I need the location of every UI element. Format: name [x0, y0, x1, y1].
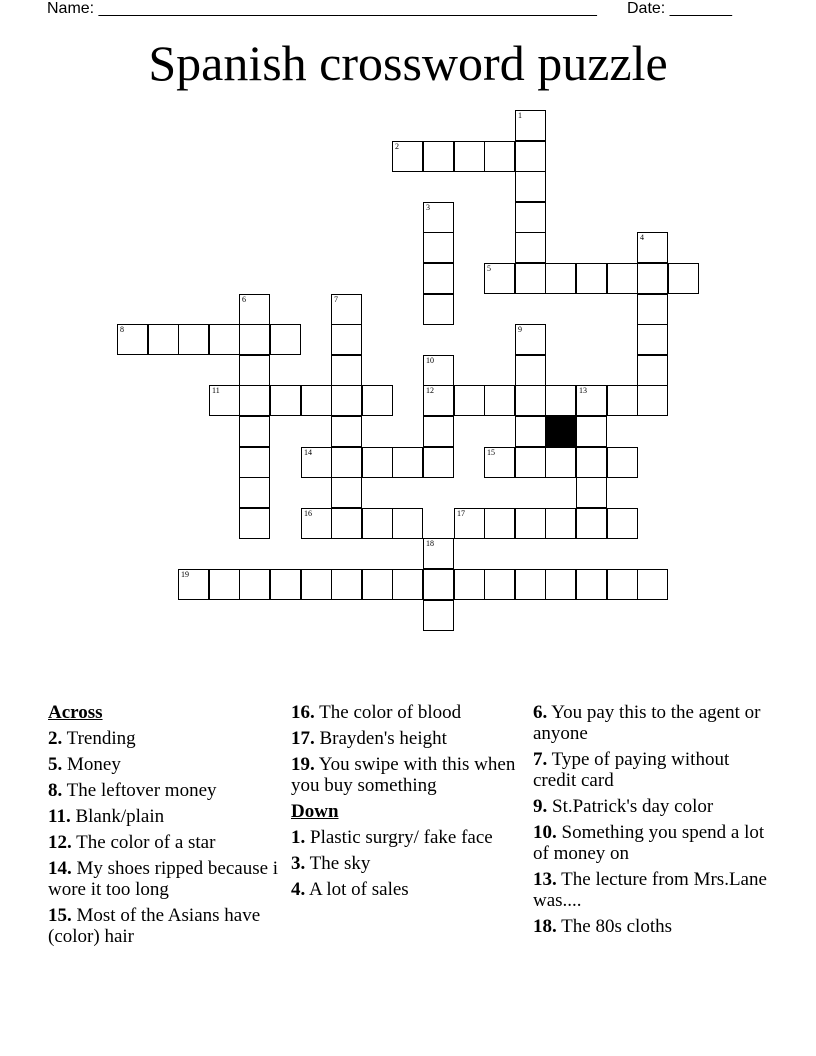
grid-cell[interactable] [392, 508, 423, 539]
clue-number: 5 [487, 264, 491, 273]
clue-number: 10 [426, 356, 434, 365]
grid-cell[interactable] [423, 232, 454, 263]
clue-number: 16 [304, 509, 312, 518]
clue-number: 1 [518, 111, 522, 120]
grid-cell[interactable] [545, 385, 576, 416]
grid-cell[interactable] [484, 141, 515, 172]
grid-cell[interactable] [178, 324, 209, 355]
grid-cell[interactable] [239, 324, 270, 355]
down-heading: Down [291, 801, 339, 822]
grid-cell[interactable] [484, 569, 515, 600]
grid-cell[interactable] [392, 447, 423, 478]
grid-cell[interactable] [423, 263, 454, 294]
clue-number: 12 [426, 386, 434, 395]
grid-cell[interactable] [209, 385, 240, 416]
grid-cell[interactable] [362, 508, 393, 539]
clue-number: 18 [426, 539, 434, 548]
grid-cell[interactable] [209, 324, 240, 355]
clue-down-9: 9. St.Patrick's day color [533, 796, 714, 817]
grid-cell[interactable] [362, 569, 393, 600]
clue-across-2: 2. Trending [48, 728, 136, 749]
grid-cell[interactable] [301, 569, 332, 600]
grid-cell[interactable] [331, 477, 362, 508]
grid-cell[interactable] [637, 294, 668, 325]
grid-cell[interactable] [515, 141, 546, 172]
grid-cell[interactable] [331, 294, 362, 325]
grid-cell[interactable] [484, 263, 515, 294]
grid-cell[interactable] [423, 447, 454, 478]
clue-across-8: 8. The leftover money [48, 780, 217, 801]
grid-cell[interactable] [454, 141, 485, 172]
clue-number: 2 [395, 142, 399, 151]
grid-cell[interactable] [148, 324, 179, 355]
clue-number: 6 [242, 295, 246, 304]
grid-cell[interactable] [392, 569, 423, 600]
grid-cell[interactable] [484, 385, 515, 416]
grid-cell[interactable] [331, 508, 362, 539]
grid-cell[interactable] [362, 385, 393, 416]
grid-cell[interactable] [576, 263, 607, 294]
clue-down-3: 3. The sky [291, 853, 371, 874]
grid-cell[interactable] [331, 385, 362, 416]
clue-down-4: 4. A lot of sales [291, 879, 409, 900]
name-field-label: Name: ________________________________________________________ [47, 0, 597, 17]
grid-cell[interactable] [239, 385, 270, 416]
grid-cell[interactable] [515, 171, 546, 202]
grid-cell[interactable] [515, 416, 546, 447]
across-heading: Across [48, 702, 103, 723]
clues-column-1 [48, 702, 284, 952]
grid-cell[interactable] [301, 508, 332, 539]
clue-number: 11 [212, 386, 220, 395]
grid-cell[interactable] [576, 508, 607, 539]
date-field-label: Date: _______ [627, 0, 732, 17]
clue-number: 14 [304, 448, 312, 457]
grid-cell[interactable] [545, 508, 576, 539]
grid-cell[interactable] [239, 569, 270, 600]
grid-cell[interactable] [331, 447, 362, 478]
grid-cell[interactable] [454, 569, 485, 600]
grid-block-cell [545, 416, 576, 447]
clue-number: 17 [457, 509, 465, 518]
clue-number: 7 [334, 295, 338, 304]
clue-number: 15 [487, 448, 495, 457]
grid-cell[interactable] [270, 324, 301, 355]
grid-cell[interactable] [484, 447, 515, 478]
grid-cell[interactable] [637, 569, 668, 600]
clue-across-16: 16. The color of blood [291, 702, 462, 723]
clue-across-15: 15. Most of the Asians have (color) hair [48, 905, 261, 947]
grid-cell[interactable] [270, 569, 301, 600]
grid-cell[interactable] [607, 447, 638, 478]
grid-cell[interactable] [576, 416, 607, 447]
grid-cell[interactable] [117, 324, 148, 355]
grid-cell[interactable] [515, 508, 546, 539]
clue-across-5: 5. Money [48, 754, 121, 775]
grid-cell[interactable] [423, 416, 454, 447]
grid-cell[interactable] [209, 569, 240, 600]
grid-cell[interactable] [362, 447, 393, 478]
grid-cell[interactable] [515, 202, 546, 233]
grid-cell[interactable] [515, 232, 546, 263]
grid-cell[interactable] [239, 508, 270, 539]
clue-number: 19 [181, 570, 189, 579]
clue-across-14: 14. My shoes ripped because i wore it too long [48, 858, 279, 900]
grid-cell[interactable] [515, 263, 546, 294]
grid-cell[interactable] [576, 447, 607, 478]
grid-cell[interactable] [270, 385, 301, 416]
grid-cell[interactable] [545, 263, 576, 294]
grid-cell[interactable] [637, 385, 668, 416]
clue-number: 13 [579, 386, 587, 395]
grid-cell[interactable] [331, 355, 362, 386]
grid-cell[interactable] [331, 416, 362, 447]
clue-number: 9 [518, 325, 522, 334]
grid-cell[interactable] [515, 355, 546, 386]
grid-cell[interactable] [515, 324, 546, 355]
grid-cell[interactable] [239, 477, 270, 508]
grid-cell[interactable] [637, 263, 668, 294]
grid-cell[interactable] [454, 385, 485, 416]
grid-cell[interactable] [668, 263, 699, 294]
grid-cell[interactable] [515, 385, 546, 416]
clue-across-12: 12. The color of a star [48, 832, 216, 853]
grid-cell[interactable] [637, 324, 668, 355]
clue-down-7: 7. Type of paying without credit card [533, 749, 730, 791]
grid-cell[interactable] [239, 294, 270, 325]
grid-cell[interactable] [239, 416, 270, 447]
grid-cell[interactable] [545, 447, 576, 478]
grid-cell[interactable] [301, 447, 332, 478]
grid-cell[interactable] [423, 355, 454, 386]
grid-cell[interactable] [515, 110, 546, 141]
grid-cell[interactable] [576, 477, 607, 508]
grid-cell[interactable] [331, 324, 362, 355]
grid-cell[interactable] [423, 294, 454, 325]
grid-cell[interactable] [454, 508, 485, 539]
clue-number: 8 [120, 325, 124, 334]
grid-cell[interactable] [423, 600, 454, 631]
grid-cell[interactable] [239, 447, 270, 478]
clues-column-2 [291, 702, 527, 905]
grid-cell[interactable] [239, 355, 270, 386]
clue-across-19: 19. You swipe with this when you buy something [291, 754, 516, 796]
grid-cell[interactable] [301, 385, 332, 416]
grid-cell[interactable] [607, 569, 638, 600]
grid-cell[interactable] [607, 508, 638, 539]
grid-cell[interactable] [423, 569, 454, 600]
clue-across-11: 11. Blank/plain [48, 806, 165, 827]
grid-cell[interactable] [607, 263, 638, 294]
grid-cell[interactable] [423, 141, 454, 172]
clue-across-17: 17. Brayden's height [291, 728, 447, 749]
grid-cell[interactable] [576, 569, 607, 600]
clue-number: 4 [640, 233, 644, 242]
grid-cell[interactable] [484, 508, 515, 539]
grid-cell[interactable] [607, 385, 638, 416]
grid-cell[interactable] [331, 569, 362, 600]
clue-down-6: 6. You pay this to the agent or anyone [533, 702, 761, 744]
grid-cell[interactable] [178, 569, 209, 600]
grid-cell[interactable] [423, 385, 454, 416]
grid-cell[interactable] [637, 355, 668, 386]
grid-cell[interactable] [515, 447, 546, 478]
clue-down-13: 13. The lecture from Mrs.Lane was.... [533, 869, 767, 911]
clues-column-3 [533, 702, 769, 942]
grid-cell[interactable] [545, 569, 576, 600]
grid-cell[interactable] [423, 202, 454, 233]
clue-down-18: 18. The 80s cloths [533, 916, 672, 937]
grid-cell[interactable] [637, 232, 668, 263]
clue-number: 3 [426, 203, 430, 212]
grid-cell[interactable] [515, 569, 546, 600]
clue-down-1: 1. Plastic surgry/ fake face [291, 827, 493, 848]
clue-down-10: 10. Something you spend a lot of money on [533, 822, 765, 864]
page-title: Spanish crossword puzzle [148, 35, 668, 91]
grid-cell[interactable] [576, 385, 607, 416]
grid-cell[interactable] [392, 141, 423, 172]
grid-cell[interactable] [423, 538, 454, 569]
